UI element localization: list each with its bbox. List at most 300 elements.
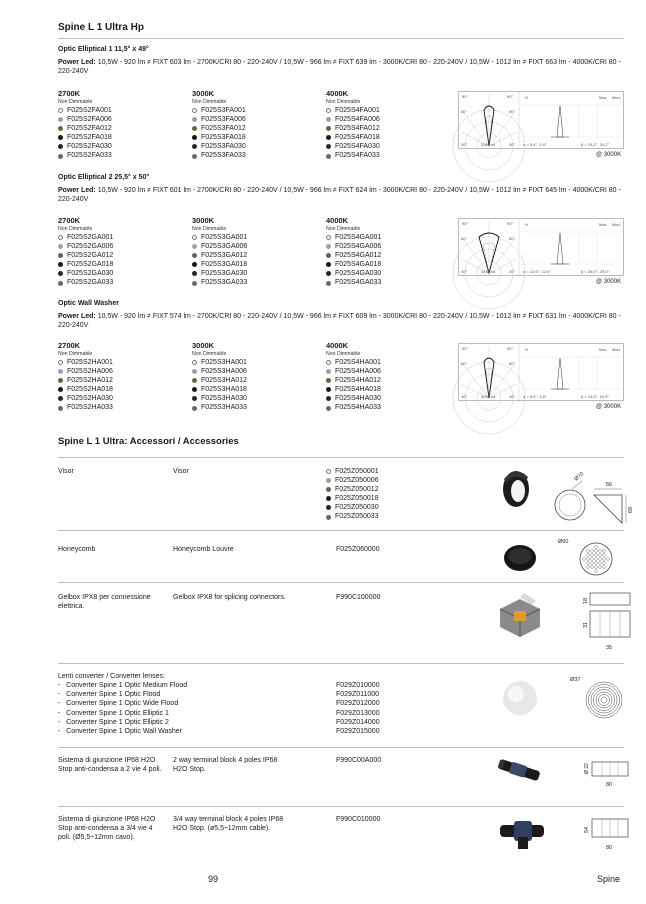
row-divider bbox=[58, 530, 624, 531]
code-text: F025S2FA030 bbox=[67, 143, 112, 151]
power-label: Power Led: bbox=[58, 187, 96, 194]
power-label: Power Led: bbox=[58, 59, 96, 66]
accessory-label: Sistema di giunzione IP68 H2O Stop anti-condensa a 2 vie 4 poli. bbox=[58, 757, 162, 774]
color-temp: 4000K bbox=[326, 89, 349, 98]
product-code bbox=[58, 133, 178, 142]
converter-item: - Converter Spine 1 Optic Wide Flood bbox=[58, 700, 179, 708]
code-text: F025S2GA033 bbox=[67, 279, 114, 287]
finish-swatch-icon bbox=[326, 135, 331, 140]
product-code bbox=[192, 151, 312, 160]
optic-title: Optic Elliptical 1 11,5° x 49° bbox=[58, 46, 149, 53]
finish-swatch-icon bbox=[58, 108, 63, 113]
product-code bbox=[58, 124, 178, 133]
code-text: F025S4FA033 bbox=[335, 152, 380, 160]
finish-swatch-icon bbox=[326, 235, 331, 240]
product-code bbox=[58, 394, 178, 403]
photometric-chart: 90° 90° 60° 60° 30° 30° 3369 cd H Max Med α = 5,4°- 5,4° β = 24,2°- 24,2° bbox=[458, 91, 624, 149]
code-column-4000k bbox=[326, 341, 446, 413]
finish-swatch-icon bbox=[326, 253, 331, 258]
product-code bbox=[326, 260, 446, 269]
gelbox-drawing bbox=[578, 591, 638, 653]
product-code bbox=[192, 394, 312, 403]
accessory-code: F990C010000 bbox=[336, 816, 381, 823]
product-code bbox=[326, 403, 446, 412]
code-text: F025S2FA033 bbox=[67, 152, 112, 160]
code-text: F025S4GA033 bbox=[335, 279, 382, 287]
code-text: F025S3HA033 bbox=[201, 404, 247, 412]
brand-name: Spine bbox=[597, 874, 621, 884]
page-title: Spine L 1 Ultra Hp bbox=[58, 22, 144, 33]
accessory-desc: 3/4 way terminal block 4 poles IP68 H2O Stop. (ø5,5÷12mm cable). bbox=[173, 816, 284, 833]
product-code bbox=[58, 367, 178, 376]
product-code bbox=[58, 151, 178, 160]
code-text: F025S3GA012 bbox=[201, 252, 248, 260]
code-text: F025S3GA018 bbox=[201, 261, 248, 269]
finish-swatch-icon bbox=[326, 281, 331, 286]
dim-height-top: 18 bbox=[583, 597, 589, 604]
code-text: F025S3HA001 bbox=[201, 359, 247, 366]
finish-swatch-icon bbox=[58, 244, 63, 249]
finish-swatch-icon bbox=[58, 117, 63, 122]
code-text: F025S2HA012 bbox=[67, 377, 113, 385]
page-number: 99 bbox=[208, 874, 219, 884]
accessory-label: Lenti converter / Converter lenses: bbox=[58, 673, 165, 680]
accessory-label: Visor bbox=[58, 468, 74, 475]
dimming-label: Non Dimmable bbox=[192, 99, 227, 105]
product-code bbox=[192, 133, 312, 142]
converter-item: - Converter Spine 1 Optic Elliptic 1 bbox=[58, 709, 169, 717]
product-code bbox=[192, 251, 312, 260]
dim-diameter: Ø60 bbox=[558, 539, 569, 545]
code-column-4000k bbox=[326, 89, 446, 161]
dimming-label: Non Dimmable bbox=[326, 226, 361, 232]
product-code bbox=[192, 278, 312, 287]
product-code bbox=[326, 124, 446, 133]
converter-item: - Converter Spine 1 Optic Medium Flood bbox=[58, 682, 188, 689]
power-spec bbox=[58, 58, 624, 77]
product-code bbox=[326, 133, 446, 142]
code-column-3000k bbox=[192, 216, 312, 288]
dim-height: 31 bbox=[583, 621, 589, 628]
code-column-3000k bbox=[192, 341, 312, 413]
code-text: F025S2GA030 bbox=[67, 270, 114, 278]
product-code bbox=[58, 260, 178, 269]
code-text: F025Z050033 bbox=[335, 513, 379, 521]
dimming-label: Non Dimmable bbox=[192, 226, 227, 232]
dimming-label: Non Dimmable bbox=[58, 351, 93, 357]
photometric-chart: 90° 90° 60° 60° 30° 30° 3048 cd H Max Med α = 6,5°- 6,5° β = 24,5°- 24,5° bbox=[458, 343, 624, 401]
finish-swatch-icon bbox=[326, 369, 331, 374]
code-column-2700k bbox=[58, 341, 178, 413]
code-column-2700k bbox=[58, 216, 178, 288]
finish-swatch-icon bbox=[58, 235, 63, 240]
finish-swatch-icon bbox=[192, 253, 197, 258]
product-code bbox=[326, 394, 446, 403]
color-temp: 3000K bbox=[192, 341, 215, 350]
product-code bbox=[192, 260, 312, 269]
color-temp: 2700K bbox=[58, 341, 81, 350]
product-code bbox=[58, 233, 178, 242]
accessories-title: Spine L 1 Ultra: Accessori / Accessories bbox=[58, 436, 239, 447]
product-code bbox=[58, 358, 178, 367]
product-code bbox=[192, 142, 312, 151]
gelbox-photo bbox=[496, 593, 546, 641]
accessory-code: F029Z011000 bbox=[336, 691, 380, 699]
code-text: F025S3FA012 bbox=[201, 125, 246, 133]
dimming-label: Non Dimmable bbox=[326, 99, 361, 105]
code-text: F025S2HA030 bbox=[67, 395, 113, 403]
converter-list bbox=[58, 681, 318, 736]
finish-swatch-icon bbox=[326, 487, 331, 492]
row-divider bbox=[58, 663, 624, 664]
dim-width: 56 bbox=[606, 482, 613, 488]
code-text: F025S3GA006 bbox=[201, 243, 248, 251]
finish-swatch-icon bbox=[192, 369, 197, 374]
color-temp: 2700K bbox=[58, 216, 81, 225]
product-code bbox=[326, 485, 476, 494]
code-text: F025S4HA012 bbox=[335, 377, 381, 385]
finish-swatch-icon bbox=[192, 108, 197, 113]
product-code bbox=[58, 106, 178, 115]
finish-swatch-icon bbox=[58, 387, 63, 392]
dimming-label: Non Dimmable bbox=[58, 99, 93, 105]
finish-swatch-icon bbox=[192, 244, 197, 249]
code-text: F025S4FA001 bbox=[335, 107, 380, 114]
code-text: F025Z050030 bbox=[335, 504, 379, 512]
code-text: F025S4GA018 bbox=[335, 261, 382, 269]
finish-swatch-icon bbox=[326, 478, 331, 483]
code-text: F025S4GA006 bbox=[335, 243, 382, 251]
code-text: F025Z050018 bbox=[335, 495, 379, 503]
code-text: F025S4GA012 bbox=[335, 252, 382, 260]
product-code bbox=[192, 367, 312, 376]
code-text: F025S4GA001 bbox=[335, 234, 382, 241]
finish-swatch-icon bbox=[326, 515, 331, 520]
code-text: F025S2HA001 bbox=[67, 359, 113, 366]
terminal-2way-drawing bbox=[578, 756, 638, 792]
power-text: 10,5W - 920 lm ≠ FIXT 603 lm - 2700K/CRI 80 - 220-240V / 10,5W - 966 lm ≠ FIXT 639 lm - 3000K/CRI 80 - 220-240V / 10,5W - 1012 lm ≠ FIXT 663 lm - 4000K/CRI 80 - 220-240V bbox=[58, 59, 621, 76]
product-code bbox=[326, 115, 446, 124]
code-text: F025S2FA018 bbox=[67, 134, 112, 142]
product-code bbox=[326, 367, 446, 376]
code-text: F025S4FA012 bbox=[335, 125, 380, 133]
beam-beta: β = 24,5°- 24,5° bbox=[581, 394, 610, 399]
converter-photo bbox=[498, 676, 542, 720]
code-text: F025S2GA001 bbox=[67, 234, 114, 241]
power-spec bbox=[58, 312, 624, 331]
finish-swatch-icon bbox=[326, 126, 331, 131]
visor-photo bbox=[496, 467, 546, 511]
visor-drawing bbox=[552, 471, 632, 529]
finish-swatch-icon bbox=[192, 144, 197, 149]
honeycomb-photo bbox=[500, 543, 540, 573]
product-code bbox=[326, 242, 446, 251]
product-code bbox=[58, 376, 178, 385]
finish-swatch-icon bbox=[192, 387, 197, 392]
power-spec bbox=[58, 186, 624, 205]
accessory-label: Honeycomb bbox=[58, 546, 96, 553]
product-code bbox=[326, 358, 446, 367]
finish-swatch-icon bbox=[326, 378, 331, 383]
finish-swatch-icon bbox=[326, 108, 331, 113]
product-code bbox=[58, 251, 178, 260]
product-code bbox=[58, 385, 178, 394]
finish-swatch-icon bbox=[58, 360, 63, 365]
code-text: F025S2HA018 bbox=[67, 386, 113, 394]
product-code bbox=[326, 269, 446, 278]
product-code bbox=[192, 385, 312, 394]
code-text: F025S3FA006 bbox=[201, 116, 246, 124]
product-code bbox=[192, 376, 312, 385]
finish-swatch-icon bbox=[58, 369, 63, 374]
chart-temp-note: @ 3000K bbox=[596, 152, 622, 158]
code-text: F025Z050001 bbox=[335, 468, 379, 475]
code-text: F025S4HA033 bbox=[335, 404, 381, 412]
code-text: F025S4FA030 bbox=[335, 143, 380, 151]
dimming-label: Non Dimmable bbox=[326, 351, 361, 357]
finish-swatch-icon bbox=[326, 496, 331, 501]
finish-swatch-icon bbox=[192, 271, 197, 276]
code-text: F025Z050012 bbox=[335, 486, 379, 494]
product-code bbox=[192, 233, 312, 242]
code-text: F025S4FA006 bbox=[335, 116, 380, 124]
finish-swatch-icon bbox=[58, 262, 63, 267]
finish-swatch-icon bbox=[326, 406, 331, 411]
code-column-3000k bbox=[192, 89, 312, 161]
dim-width: 35 bbox=[606, 645, 613, 651]
chart-temp-note: @ 3000K bbox=[596, 279, 622, 285]
finish-swatch-icon bbox=[326, 396, 331, 401]
finish-swatch-icon bbox=[192, 262, 197, 267]
code-text: F025S2FA001 bbox=[67, 107, 112, 114]
dim-diameter: Ø70 bbox=[573, 471, 586, 483]
finish-swatch-icon bbox=[192, 406, 197, 411]
dim-diameter: Ø 22 bbox=[584, 763, 590, 774]
code-text: F025S3FA018 bbox=[201, 134, 246, 142]
code-text: F025S4GA030 bbox=[335, 270, 382, 278]
code-text: F025S2GA012 bbox=[67, 252, 114, 260]
product-code bbox=[326, 233, 446, 242]
product-code bbox=[326, 278, 446, 287]
row-divider bbox=[58, 582, 624, 583]
accessory-label: Sistema di giunzione IP68 H2O Stop anti-condensa a 3/4 vie 4 poli. (Ø5,5÷12mm cavo). bbox=[58, 816, 156, 842]
finish-swatch-icon bbox=[58, 378, 63, 383]
finish-swatch-icon bbox=[192, 117, 197, 122]
product-code bbox=[58, 269, 178, 278]
accessory-code: F990C00A000 bbox=[336, 757, 382, 764]
code-text: F025S3HA012 bbox=[201, 377, 247, 385]
accessory-desc: Visor bbox=[173, 468, 189, 475]
finish-swatch-icon bbox=[326, 144, 331, 149]
code-text: F025S3FA001 bbox=[201, 107, 246, 114]
product-code bbox=[326, 151, 446, 160]
converter-item: - Converter Spine 1 Optic Elliptic 2 bbox=[58, 718, 169, 726]
finish-swatch-icon bbox=[192, 396, 197, 401]
peak-intensity: 3048 cd bbox=[481, 394, 496, 399]
code-text: F025S4FA018 bbox=[335, 134, 380, 142]
finish-swatch-icon bbox=[58, 154, 63, 159]
code-text: F025S3FA030 bbox=[201, 143, 246, 151]
code-text: F025S4HA006 bbox=[335, 368, 381, 376]
product-code bbox=[326, 503, 476, 512]
optic-title: Optic Elliptical 2 25,5° x 50° bbox=[58, 174, 150, 181]
finish-swatch-icon bbox=[326, 271, 331, 276]
terminal-34way-drawing bbox=[578, 811, 638, 855]
converter-item: - Converter Spine 1 Optic Flood bbox=[58, 691, 161, 699]
finish-swatch-icon bbox=[58, 144, 63, 149]
dim-height: 69 bbox=[626, 507, 632, 514]
product-code bbox=[192, 242, 312, 251]
finish-swatch-icon bbox=[58, 406, 63, 411]
color-temp: 4000K bbox=[326, 341, 349, 350]
code-text: F025S4HA018 bbox=[335, 386, 381, 394]
finish-swatch-icon bbox=[326, 387, 331, 392]
product-code bbox=[326, 106, 446, 115]
finish-swatch-icon bbox=[192, 281, 197, 286]
color-temp: 3000K bbox=[192, 89, 215, 98]
color-temp: 2700K bbox=[58, 89, 81, 98]
accessory-desc: Gelbox IPX8 for splicing connectors. bbox=[173, 594, 286, 601]
photometric-chart: 90° 90° 60° 60° 30° 30° 1448 cd H Max Med α = 12,6°- 12,6° β = 25,0°- 25,0° bbox=[458, 218, 624, 276]
accessory-code: F029Z010000 bbox=[336, 682, 380, 689]
dimming-label: Non Dimmable bbox=[58, 226, 93, 232]
finish-swatch-icon bbox=[326, 117, 331, 122]
finish-swatch-icon bbox=[58, 253, 63, 258]
finish-swatch-icon bbox=[192, 126, 197, 131]
product-code bbox=[326, 251, 446, 260]
accessory-desc: Honeycomb Louvre bbox=[173, 546, 234, 553]
power-text: 10,5W - 920 lm ≠ FIXT 574 lm - 2700K/CRI 80 - 220-240V / 10,5W - 966 lm ≠ FIXT 609 lm - 3000K/CRI 80 - 220-240V / 10,5W - 1012 lm ≠ FIXT 631 lm - 4000K/CRI 80 - 220-240V bbox=[58, 313, 621, 330]
product-code bbox=[58, 403, 178, 412]
beam-beta: β = 25,0°- 25,0° bbox=[581, 269, 610, 274]
accessory-codes bbox=[336, 681, 380, 736]
finish-swatch-icon bbox=[326, 154, 331, 159]
row-divider bbox=[58, 806, 624, 807]
finish-swatch-icon bbox=[192, 135, 197, 140]
accessory-desc: 2 way terminal block 4 poles IP68 H2O Stop. bbox=[173, 757, 278, 774]
optic-section bbox=[58, 300, 624, 331]
code-text: F025S2HA033 bbox=[67, 404, 113, 412]
finish-swatch-icon bbox=[326, 469, 331, 474]
accessory-code: F029Z015000 bbox=[336, 728, 380, 736]
product-code bbox=[192, 269, 312, 278]
finish-swatch-icon bbox=[326, 505, 331, 510]
code-text: F025S4HA001 bbox=[335, 359, 381, 366]
code-column-4000k bbox=[326, 216, 446, 288]
dim-height: 54 bbox=[584, 826, 590, 833]
accessory-label: Gelbox IPX8 per connessione elettrica. bbox=[58, 594, 151, 611]
product-code bbox=[326, 376, 446, 385]
code-text: F025S3HA006 bbox=[201, 368, 247, 376]
converter-drawing bbox=[570, 674, 630, 724]
optic-section bbox=[58, 174, 624, 205]
finish-swatch-icon bbox=[58, 126, 63, 131]
code-text: F025S3HA030 bbox=[201, 395, 247, 403]
product-code bbox=[192, 124, 312, 133]
row-divider bbox=[58, 747, 624, 748]
product-code bbox=[58, 242, 178, 251]
code-column-2700k bbox=[58, 89, 178, 161]
code-text: F025S2HA006 bbox=[67, 368, 113, 376]
finish-swatch-icon bbox=[58, 396, 63, 401]
accessories-divider bbox=[58, 457, 624, 458]
beam-alpha: α = 12,6°- 12,6° bbox=[523, 269, 552, 274]
product-code bbox=[58, 142, 178, 151]
terminal-34way-photo bbox=[494, 815, 550, 851]
code-text: F025Z050006 bbox=[335, 477, 379, 485]
code-text: F025S2GA018 bbox=[67, 261, 114, 269]
accessory-code: F029Z014000 bbox=[336, 718, 380, 726]
accessory-code: F029Z012000 bbox=[336, 700, 380, 708]
code-text: F025S2GA006 bbox=[67, 243, 114, 251]
accessory-code: F025Z060000 bbox=[336, 546, 380, 553]
converter-item: - Converter Spine 1 Optic Wall Washer bbox=[58, 728, 182, 736]
accessory-code: F990C100000 bbox=[336, 594, 381, 601]
product-code bbox=[326, 494, 476, 503]
code-text: F025S3HA018 bbox=[201, 386, 247, 394]
code-text: F025S2FA006 bbox=[67, 116, 112, 124]
dim-width: 80 bbox=[606, 845, 613, 851]
optic-title: Optic Wall Washer bbox=[58, 300, 119, 307]
color-temp: 4000K bbox=[326, 216, 349, 225]
product-code bbox=[326, 512, 476, 521]
beam-alpha: α = 6,5°- 6,5° bbox=[523, 394, 547, 399]
product-code bbox=[326, 385, 446, 394]
optic-section bbox=[58, 46, 624, 77]
finish-swatch-icon bbox=[326, 244, 331, 249]
product-code bbox=[326, 142, 446, 151]
title-divider bbox=[58, 38, 624, 39]
code-text: F025S2FA012 bbox=[67, 125, 112, 133]
power-label: Power Led: bbox=[58, 313, 96, 320]
peak-intensity: 1448 cd bbox=[481, 269, 496, 274]
dimming-label: Non Dimmable bbox=[192, 351, 227, 357]
color-temp: 3000K bbox=[192, 216, 215, 225]
product-code bbox=[192, 115, 312, 124]
power-text: 10,5W - 920 lm ≠ FIXT 601 lm - 2700K/CRI 80 - 220-240V / 10,5W - 966 lm ≠ FIXT 624 lm - 3000K/CRI 80 - 220-240V / 10,5W - 1012 lm ≠ FIXT 645 lm - 4000K/CRI 80 - 220-240V bbox=[58, 187, 621, 204]
finish-swatch-icon bbox=[58, 281, 63, 286]
product-code bbox=[58, 115, 178, 124]
code-text: F025S4HA030 bbox=[335, 395, 381, 403]
dim-width: 80 bbox=[606, 782, 613, 788]
product-code bbox=[192, 106, 312, 115]
beam-beta: β = 24,2°- 24,2° bbox=[581, 142, 610, 147]
product-code bbox=[192, 358, 312, 367]
product-code bbox=[326, 467, 476, 476]
dim-diameter: Ø37 bbox=[570, 677, 581, 683]
finish-swatch-icon bbox=[192, 154, 197, 159]
finish-swatch-icon bbox=[192, 235, 197, 240]
chart-temp-note: @ 3000K bbox=[596, 404, 622, 410]
product-code bbox=[58, 278, 178, 287]
terminal-2way-photo bbox=[494, 756, 544, 786]
code-text: F025S3GA033 bbox=[201, 279, 248, 287]
code-text: F025S3GA001 bbox=[201, 234, 248, 241]
code-text: F025S3FA033 bbox=[201, 152, 246, 160]
accessory-codes bbox=[326, 467, 476, 522]
finish-swatch-icon bbox=[58, 135, 63, 140]
finish-swatch-icon bbox=[192, 360, 197, 365]
finish-swatch-icon bbox=[326, 262, 331, 267]
peak-intensity: 3369 cd bbox=[481, 142, 496, 147]
code-text: F025S3GA030 bbox=[201, 270, 248, 278]
product-code bbox=[326, 476, 476, 485]
finish-swatch-icon bbox=[326, 360, 331, 365]
accessory-code: F029Z013000 bbox=[336, 709, 380, 717]
honeycomb-drawing bbox=[558, 539, 618, 579]
finish-swatch-icon bbox=[192, 378, 197, 383]
product-code bbox=[192, 403, 312, 412]
